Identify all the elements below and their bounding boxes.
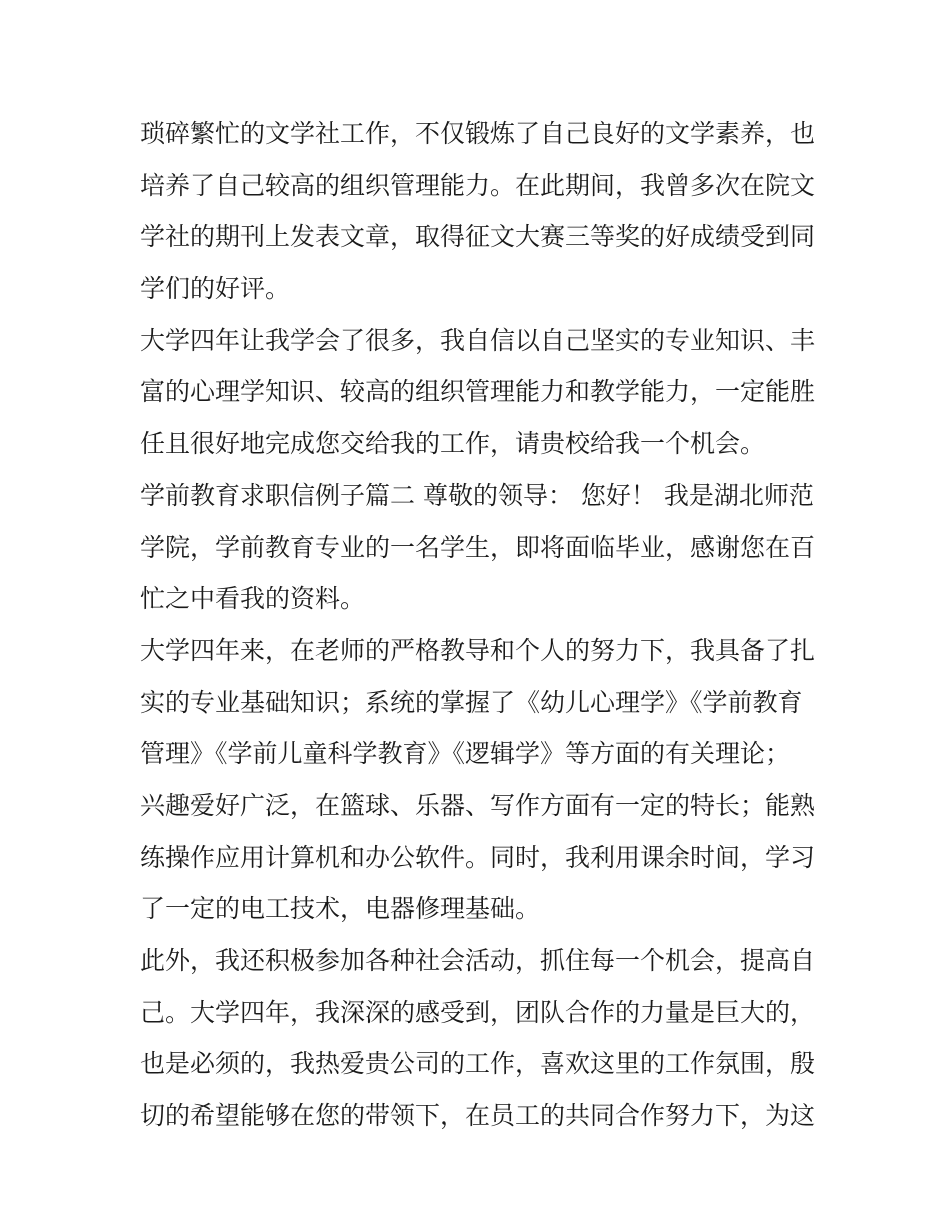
body-text xyxy=(140,108,816,1142)
text-line: 此外，我还积极参加各种社会活动，抓住每一个机会，提高自 xyxy=(140,946,816,975)
text-line: 任且很好地完成您交给我的工作，请贵校给我一个机会。 xyxy=(140,429,766,459)
text-line: 了一定的电工技术，电器修理基础。 xyxy=(140,894,541,924)
text-line: 兴趣爱好广泛，在篮球、乐器、写作方面有一定的特长；能熟 xyxy=(140,790,816,820)
text-line: 练操作应用计算机和办公软件。同时，我利用课余时间，学习 xyxy=(140,842,816,872)
text-line: 琐碎繁忙的文学社工作，不仅锻炼了自己良好的文学素养，也 xyxy=(140,119,816,148)
text-line: 学们的好评。 xyxy=(140,274,291,304)
text-line: 培养了自己较高的组织管理能力。在此期间，我曾多次在院文 xyxy=(140,170,816,200)
text-line: 也是必须的，我热爱贵公司的工作，喜欢这里的工作氛围，殷 xyxy=(140,1049,816,1079)
text-line: 大学四年让我学会了很多，我自信以自己坚实的专业知识、丰 xyxy=(140,325,816,355)
text-line: 大学四年来，在老师的严格教导和个人的努力下，我具备了扎 xyxy=(140,635,816,665)
text-line: 富的心理学知识、较高的组织管理能力和教学能力，一定能胜 xyxy=(140,377,816,407)
text-line: 学院，学前教育专业的一名学生，即将面临毕业，感谢您在百 xyxy=(140,532,816,562)
text-line: 忙之中看我的资料。 xyxy=(140,584,366,614)
text-line: 管理》《学前儿童科学教育》《逻辑学》等方面的有关理论； xyxy=(140,739,791,769)
text-line: 学社的期刊上发表文章，取得征文大赛三等奖的好成绩受到同 xyxy=(140,222,816,252)
text-line: 实的专业基础知识；系统的掌握了《幼儿心理学》《学前教育 xyxy=(140,687,803,717)
text-line: 切的希望能够在您的带领下，在员工的共同合作努力下，为这 xyxy=(140,1101,816,1131)
text-line: 己。大学四年，我深深的感受到，团队合作的力量是巨大的， xyxy=(140,997,816,1027)
text-line: 学前教育求职信例子篇二 尊敬的领导： 您好！ 我是湖北师范 xyxy=(140,480,814,510)
